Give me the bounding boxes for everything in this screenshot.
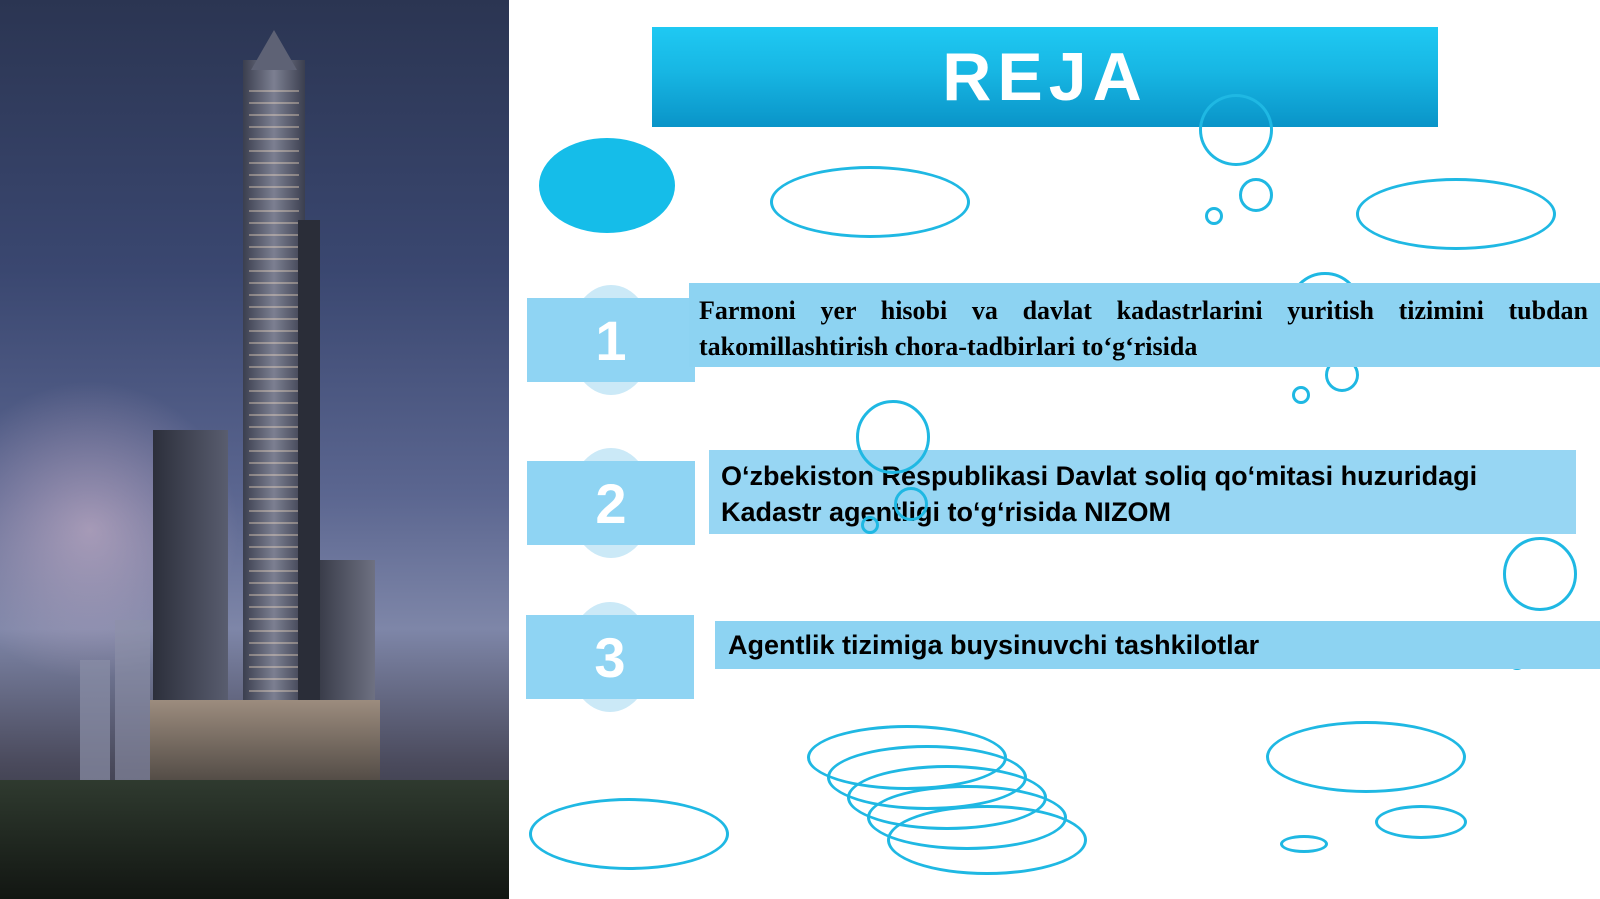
distant-building	[115, 620, 150, 790]
item-number-3	[526, 607, 694, 707]
agenda-item-1: Farmoni yer hisobi va davlat kadastrlarini yuritish tizimini tubdan takomillashtirish chora-tadbirlari to‘g‘risida	[689, 283, 1600, 367]
decor-oval	[887, 805, 1087, 875]
decor-circle	[861, 516, 879, 534]
decor-filled-oval	[539, 138, 675, 233]
distant-building	[80, 660, 110, 790]
decor-oval	[1375, 805, 1467, 839]
podium-building	[150, 700, 380, 790]
decor-circle	[1292, 386, 1310, 404]
decor-circle	[856, 400, 930, 474]
decor-oval	[770, 166, 970, 238]
agenda-item-3: Agentlik tizimiga buysinuvchi tashkilotlar	[715, 621, 1600, 669]
tower-shadow	[298, 220, 320, 740]
page-title: REJA	[942, 39, 1148, 115]
item-number-1	[527, 290, 695, 390]
decor-circle	[1239, 178, 1273, 212]
decor-circle	[1503, 537, 1577, 611]
tower-windows	[249, 90, 299, 750]
ground-trees	[0, 780, 509, 899]
decor-oval	[529, 798, 729, 870]
number-label: 3	[526, 615, 694, 699]
item-number-2	[527, 453, 695, 553]
left-building	[153, 430, 228, 730]
skyscraper-photo	[0, 0, 509, 899]
decor-oval	[1266, 721, 1466, 793]
number-label: 1	[527, 298, 695, 382]
decor-oval	[1280, 835, 1328, 853]
decor-circle	[1205, 207, 1223, 225]
title-banner	[652, 27, 1438, 127]
number-label: 2	[527, 461, 695, 545]
decor-oval	[1356, 178, 1556, 250]
agenda-item-2: O‘zbekiston Respublikasi Davlat soliq qo‘mitasi huzuridagi Kadastr agentligi to‘g‘risida NIZOM	[709, 450, 1576, 534]
decor-circle	[1199, 94, 1273, 166]
decor-circle	[894, 487, 928, 521]
